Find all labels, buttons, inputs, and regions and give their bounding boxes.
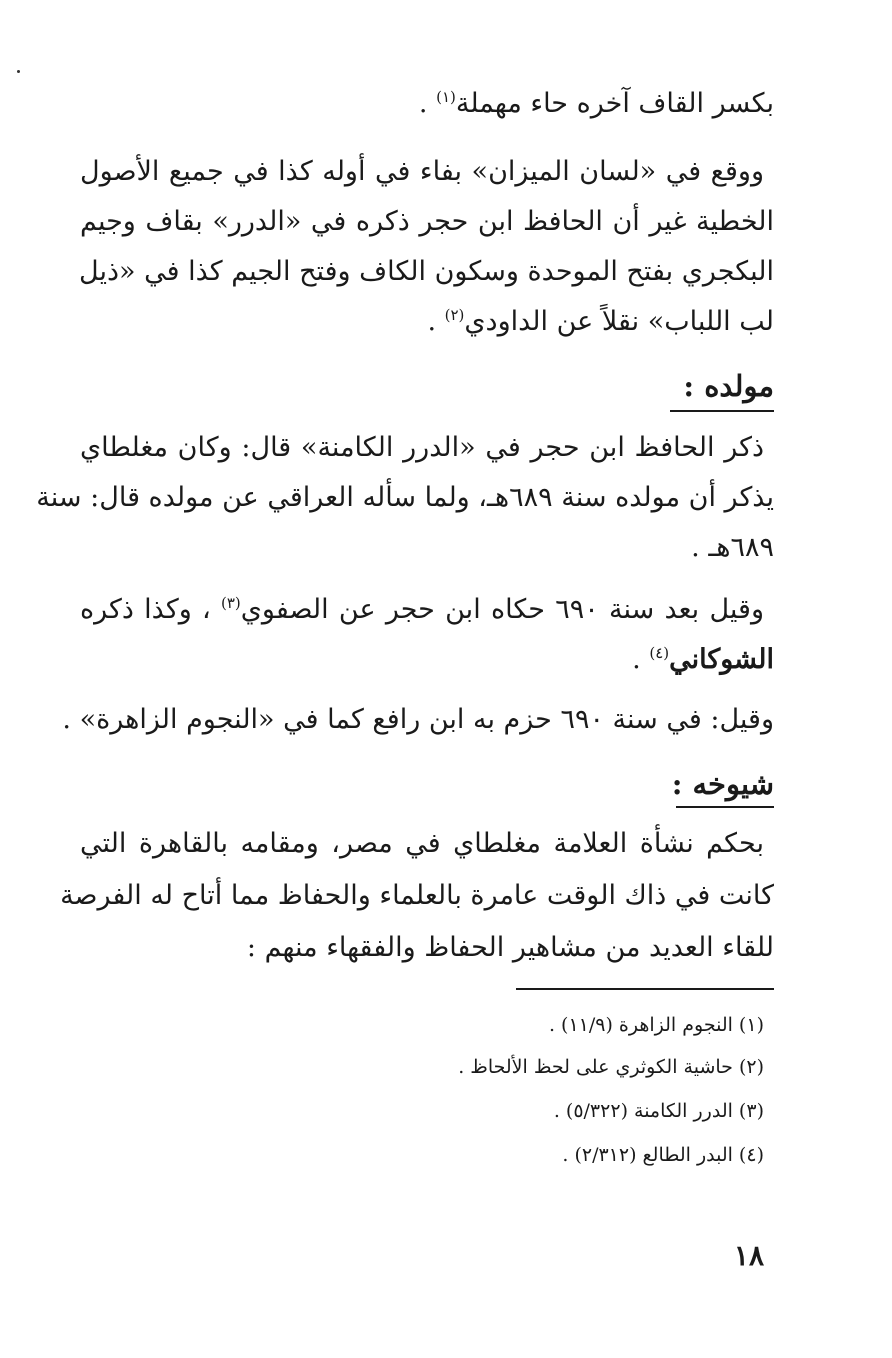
scan-speck <box>17 70 20 73</box>
text-line: البكجري بفتح الموحدة وسكون الكاف وفتح الجيم كذا في «ذيل <box>79 256 774 287</box>
footnote: (٢) حاشية الكوثري على لحظ الألحاظ . <box>458 1056 764 1078</box>
text-line: يذكر أن مولده سنة ٦٨٩هـ، ولما سأله العراقي عن مولده قال: سنة <box>36 482 774 513</box>
text-line: ذكر الحافظ ابن حجر في «الدرر الكامنة» قال: وكان مغلطاي <box>80 432 764 463</box>
footnote-marker: (٤) <box>649 644 670 662</box>
text-line: لب اللباب» نقلاً عن الداودي$^{(٢)}$ . <box>427 306 774 337</box>
heading-underline <box>670 410 774 412</box>
section-heading-teachers: شيوخه : <box>671 767 774 801</box>
footnote: (٣) الدرر الكامنة (٥/٣٢٢) . <box>553 1100 764 1122</box>
text-line: ووقع في «لسان الميزان» بفاء في أوله كذا في جميع الأصول <box>80 156 764 187</box>
section-heading-birth: مولده : <box>683 369 774 403</box>
text-line: للقاء العديد من مشاهير الحفاظ والفقهاء منهم : <box>246 932 774 963</box>
page-number: ١٨ <box>733 1239 764 1272</box>
footnote-separator <box>516 988 774 990</box>
footnote: (٤) البدر الطالع (٢/٣١٢) . <box>562 1144 764 1166</box>
footnote-marker: (٢) <box>444 306 465 324</box>
text-line: كانت في ذاك الوقت عامرة بالعلماء والحفاظ مما أتاح له الفرصة <box>60 880 774 911</box>
text-line: الشوكاني$^{(٤)}$ . <box>632 644 774 675</box>
text-line: بحكم نشأة العلامة مغلطاي في مصر، ومقامه بالقاهرة التي <box>80 828 764 859</box>
footnote-marker: (٣) <box>221 594 241 612</box>
footnote-marker: (١) <box>436 88 456 106</box>
heading-underline <box>676 806 774 808</box>
text-line: الخطية غير أن الحافظ ابن حجر ذكره في «الدرر» بقاف وجيم <box>80 206 774 237</box>
text-line: بكسر القاف آخره حاء مهملة$^{(١)}$ . <box>418 88 774 119</box>
text-line: ٦٨٩هـ . <box>691 532 774 563</box>
text-line: وقيل بعد سنة ٦٩٠ حكاه ابن حجر عن الصفوي$^{(٣)}$ ، وكذا ذكره <box>80 594 765 625</box>
footnote: (١) النجوم الزاهرة (١١/٩) . <box>548 1014 764 1036</box>
text-line: وقيل: في سنة ٦٩٠ حزم به ابن رافع كما في «النجوم الزاهرة» . <box>62 704 774 735</box>
